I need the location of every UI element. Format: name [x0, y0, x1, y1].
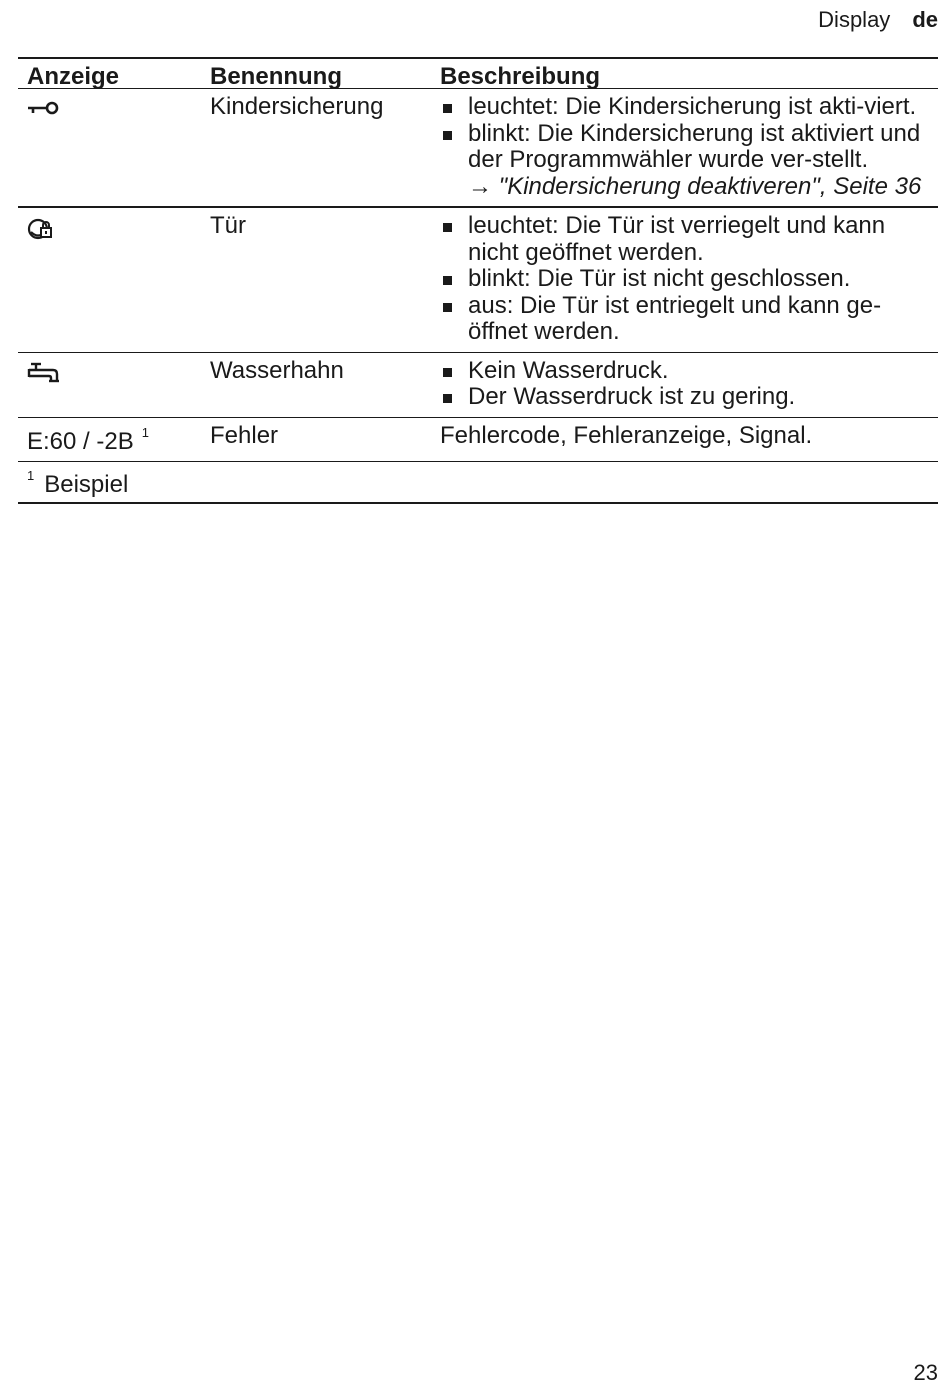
description-cell: Fehlercode, Fehleranzeige, Signal.: [440, 421, 813, 449]
table-row: [18, 206, 938, 352]
list-item: leuchtet: Die Kindersicherung ist akti-viert.: [440, 94, 930, 121]
footnote-mark: 1: [27, 468, 35, 483]
description-cell: [432, 208, 938, 352]
display-cell: [18, 89, 202, 206]
description-cell: [432, 89, 938, 206]
page-reference-link[interactable]: [440, 174, 930, 201]
name-cell: Kindersicherung: [210, 93, 384, 120]
running-header: [818, 7, 938, 33]
water-tap-icon: [27, 362, 61, 384]
table-row: [18, 352, 938, 417]
error-code-display: E:60 / -2B: [27, 427, 134, 455]
name-cell: Tür: [210, 212, 246, 239]
list-item: blinkt: Die Tür ist nicht geschlossen.: [440, 266, 930, 293]
reference-text: "Kindersicherung deaktiveren", Seite 36: [498, 172, 922, 200]
table-footnote: [18, 461, 938, 504]
column-header-beschreibung: Beschreibung: [440, 63, 601, 90]
name-cell: Fehler: [210, 421, 279, 449]
list-item: Kein Wasserdruck.: [440, 358, 930, 385]
door-lock-icon: [27, 217, 55, 241]
list-item: leuchtet: Die Tür ist verriegelt und kann nicht geöffnet werden.: [440, 213, 930, 266]
description-cell: [432, 353, 938, 417]
list-item: Der Wasserdruck ist zu gering.: [440, 384, 930, 411]
display-cell: [18, 208, 202, 352]
key-icon: [27, 98, 59, 118]
language-code: de: [912, 7, 938, 32]
table-header-row: [18, 57, 938, 88]
list-item: aus: Die Tür ist entriegelt und kann ge-öffnet werden.: [440, 293, 930, 346]
arrow-icon: →: [468, 172, 499, 200]
display-table: [18, 57, 938, 504]
list-item: blinkt: Die Kindersicherung ist aktiviert und der Programmwähler wurde ver-stellt.: [440, 121, 930, 174]
page-number: 23: [913, 1360, 938, 1385]
footnote-ref: 1: [141, 424, 149, 440]
table-row: [18, 417, 938, 462]
section-title: Display: [818, 7, 891, 32]
column-header-anzeige: Anzeige: [27, 63, 120, 90]
column-header-benennung: Benennung: [210, 63, 342, 90]
name-cell: Wasserhahn: [210, 356, 344, 384]
footnote-text: Beispiel: [44, 471, 129, 498]
table-row: [18, 88, 938, 206]
display-cell: [18, 353, 202, 417]
display-cell: [18, 418, 202, 462]
